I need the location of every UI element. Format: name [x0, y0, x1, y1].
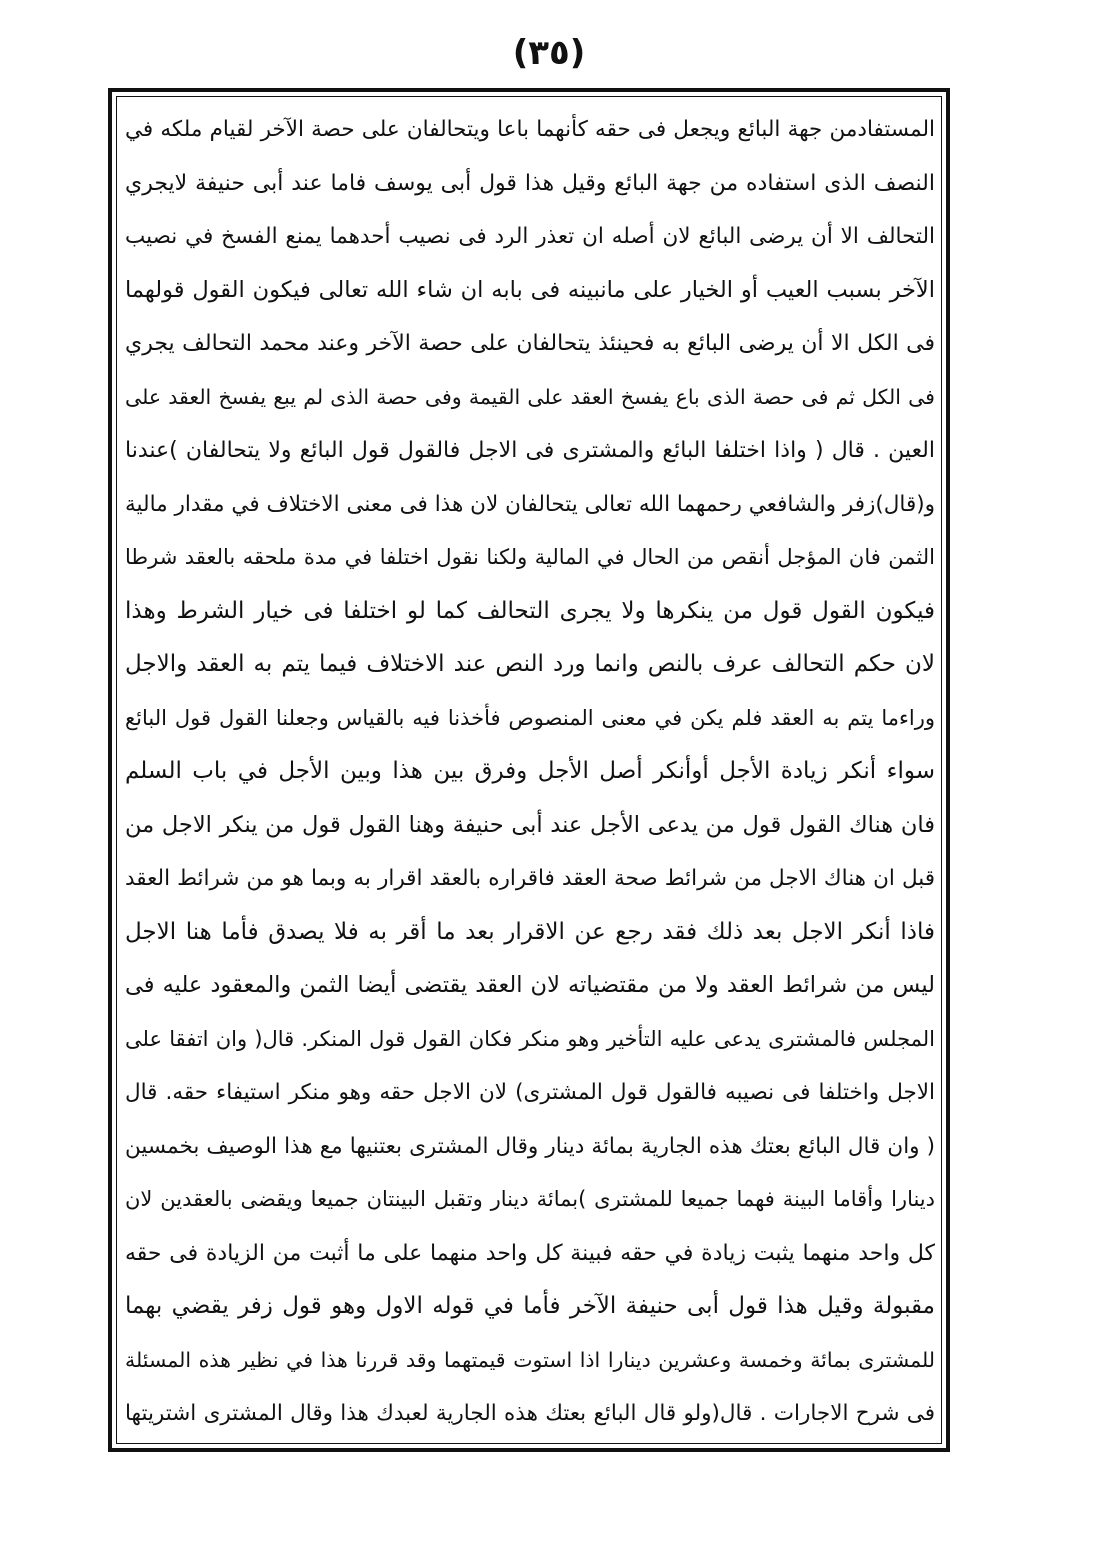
text-line: الآخر بسبب العيب أو الخيار على مانبينه فى بابه ان شاء الله تعالى فيكون القول قولهما	[125, 276, 935, 303]
text-line: الاجل واختلفا فى نصيبه فالقول قول المشترى) لان الاجل حقه وهو منكر استيفاء حقه. قال	[125, 1080, 935, 1105]
text-line: فيكون القول قول من ينكرها ولا يجرى التحالف كما لو اختلفا فى خيار الشرط وهذا	[125, 597, 935, 624]
text-line: قبل ان هناك الاجل من شرائط صحة العقد فاقراره بالعقد اقرار به وبما هو من شرائط العقد	[125, 866, 935, 891]
text-line: للمشترى بمائة وخمسة وعشرين دينارا اذا استوت قيمتهما وقد قررنا هذا في نظير هذه المسئلة	[125, 1347, 935, 1372]
text-line: فان هناك القول قول من يدعى الأجل عند أبى حنيفة وهنا القول قول من ينكر الاجل من	[125, 811, 935, 838]
text-line: فى شرح الاجارات . قال(ولو قال البائع بعتك هذه الجارية لعبدك هذا وقال المشترى اشتريتها	[125, 1401, 935, 1426]
text-line: ليس من شرائط العقد ولا من مقتضياته لان العقد يقتضى أيضا الثمن والمعقود عليه فى	[125, 972, 935, 998]
text-line: لان حكم التحالف عرف بالنص وانما ورد النص عند الاختلاف فيما يتم به العقد والاجل	[125, 651, 935, 677]
text-line: فى الكل الا أن يرضى البائع به فحينئذ يتحالفان على حصة الآخر وعند محمد التحالف يجري	[125, 331, 935, 356]
text-line: دينارا وأقاما البينة فهما جميعا للمشترى )بمائة دينار وتقبل البينتان جميعا ويقضى بالعقدين لان	[125, 1187, 935, 1211]
page-frame	[108, 88, 950, 1452]
text-line: العين . قال ( واذا اختلفا البائع والمشترى فى الاجل فالقول قول البائع ولا يتحالفان )عندنا	[125, 438, 935, 463]
text-line: ( وان قال البائع بعتك هذه الجارية بمائة دينار وقال المشترى بعتنيها مع هذا الوصيف بخمسين	[125, 1133, 935, 1159]
text-line: الثمن فان المؤجل أنقص من الحال في المالية ولكنا نقول اختلفا في مدة ملحقه بالعقد شرطا	[125, 545, 935, 569]
body-text	[125, 103, 935, 1441]
text-line: المجلس فالمشترى يدعى عليه التأخير وهو منكر فكان القول قول المنكر. قال( وان اتفقا على	[125, 1026, 935, 1051]
page-number: (٣٥)	[512, 33, 586, 73]
text-line: كل واحد منهما يثبت زيادة في حقه فبينة كل واحد منهما على ما أثبت من الزيادة فى حقه	[125, 1240, 935, 1266]
text-line: و(قال)زفر والشافعي رحمهما الله تعالى يتحالفان لان هذا فى معنى الاختلاف في مقدار مالية	[125, 491, 935, 517]
text-line: النصف الذى استفاده من جهة البائع وقيل هذا قول أبى يوسف فاما عند أبى حنيفة لايجري	[125, 170, 935, 196]
text-line: المستفادمن جهة البائع ويجعل فى حقه كأنهما باعا ويتحالفان على حصة الآخر لقيام ملكه في	[125, 117, 935, 142]
text-line: سواء أنكر زيادة الأجل أوأنكر أصل الأجل وفرق بين هذا وبين الأجل في باب السلم	[125, 758, 935, 784]
text-line: فى الكل ثم فى حصة الذى باع يفسخ العقد على القيمة وفى حصة الذى لم يبع يفسخ العقد على	[125, 384, 935, 409]
text-line: فاذا أنكر الاجل بعد ذلك فقد رجع عن الاقرار بعد ما أقر به فلا يصدق فأما هنا الاجل	[125, 918, 935, 945]
text-line: التحالف الا أن يرضى البائع لان أصله ان تعذر الرد فى نصيب أحدهما يمنع الفسخ في نصيب	[125, 224, 935, 249]
text-line: وراءما يتم به العقد فلم يكن في معنى المنصوص فأخذنا فيه بالقياس وجعلنا القول قول البائع	[125, 705, 935, 730]
text-line: مقبولة وقيل هذا قول أبى حنيفة الآخر فأما في قوله الاول وهو قول زفر يقضي بهما	[125, 1293, 935, 1319]
